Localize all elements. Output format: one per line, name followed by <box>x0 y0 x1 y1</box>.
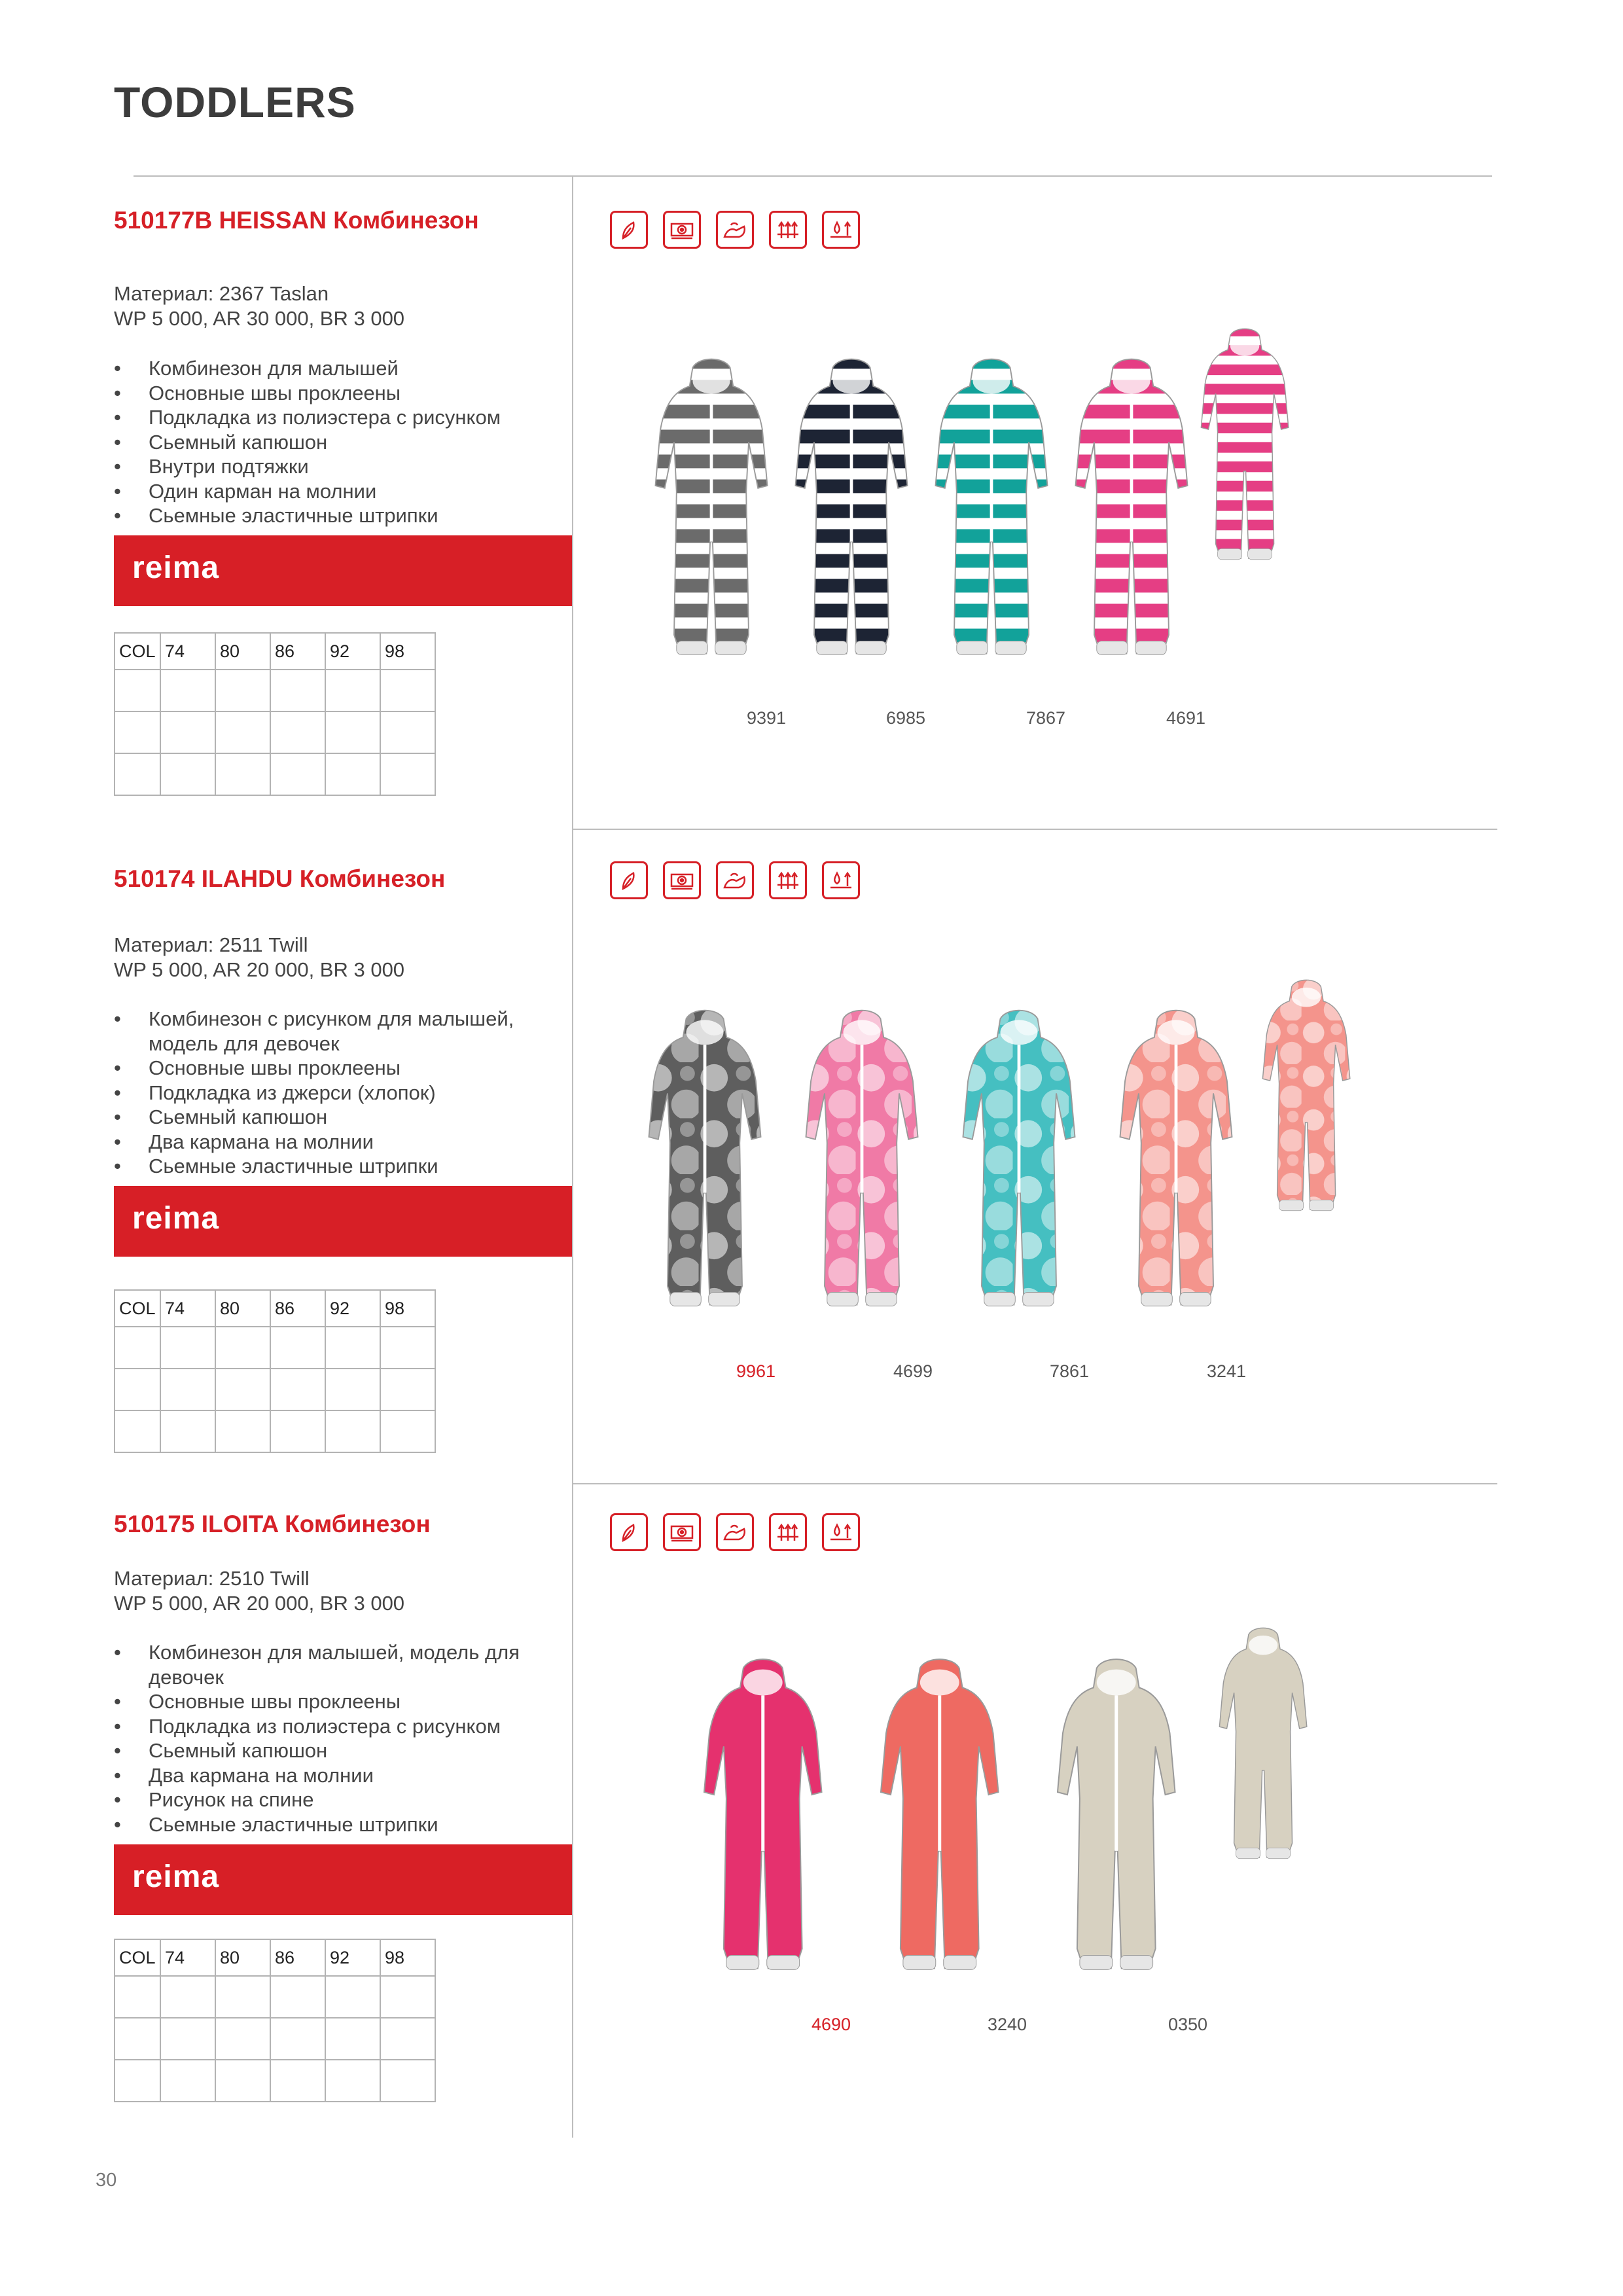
reima-logo: reima <box>132 1201 220 1236</box>
feature-item: • Два кармана на молнии <box>114 1130 572 1155</box>
size-cell[interactable] <box>380 1369 435 1410</box>
waterproof-icon <box>822 861 860 899</box>
breathable-icon <box>769 1513 807 1551</box>
size-cell[interactable] <box>215 670 270 711</box>
section-divider <box>572 1483 1497 1484</box>
jumpsuit-illustration <box>698 1640 829 2000</box>
size-cell[interactable] <box>115 2018 160 2060</box>
size-cell[interactable] <box>325 1976 380 2018</box>
brand-bar <box>114 1186 572 1257</box>
size-cell[interactable] <box>160 1976 215 2018</box>
size-cell[interactable] <box>115 753 160 795</box>
size-header: 98 <box>380 633 435 670</box>
color-code: 7861 <box>1050 1361 1090 1381</box>
feature-item: • Два кармана на молнии <box>114 1763 572 1788</box>
feature-item: • Основные швы проклеены <box>114 1056 572 1081</box>
size-cell[interactable] <box>215 1369 270 1410</box>
jumpsuit-illustration <box>1051 1640 1182 2000</box>
size-cell[interactable] <box>160 1369 215 1410</box>
size-cell[interactable] <box>325 1327 380 1369</box>
jumpsuit-illustration <box>874 1640 1005 2000</box>
size-table <box>114 1289 436 1453</box>
size-header: 92 <box>325 633 380 670</box>
size-cell[interactable] <box>325 2060 380 2102</box>
color-code: 6985 <box>886 708 926 728</box>
jumpsuit-illustration <box>649 340 774 684</box>
product-title: 510175 ILOITA Комбинезон <box>114 1511 431 1537</box>
size-cell[interactable] <box>270 753 325 795</box>
size-cell[interactable] <box>115 1976 160 2018</box>
size-cell[interactable] <box>270 711 325 753</box>
column-divider <box>572 175 573 2138</box>
care-icons <box>610 211 860 249</box>
size-cell[interactable] <box>270 1976 325 2018</box>
brand-bar <box>114 1844 572 1915</box>
size-cell[interactable] <box>325 670 380 711</box>
size-cell[interactable] <box>325 753 380 795</box>
page-number: 30 <box>96 2170 117 2191</box>
color-code: 3241 <box>1207 1361 1247 1381</box>
size-cell[interactable] <box>115 711 160 753</box>
care-icons <box>610 1513 860 1551</box>
feature-item: • Комбинезон с рисунком для малышей, модель для девочек <box>114 1007 572 1056</box>
size-cell[interactable] <box>215 2060 270 2102</box>
size-cell[interactable] <box>215 711 270 753</box>
header-divider <box>134 175 1492 177</box>
size-cell[interactable] <box>380 2018 435 2060</box>
size-header: 86 <box>270 633 325 670</box>
size-cell[interactable] <box>115 1410 160 1452</box>
jumpsuit-illustration <box>929 340 1054 684</box>
size-cell[interactable] <box>380 2060 435 2102</box>
size-table <box>114 632 436 796</box>
breathable-icon <box>769 211 807 249</box>
size-cell[interactable] <box>215 1327 270 1369</box>
size-header: 86 <box>270 1939 325 1976</box>
product-specs: WP 5 000, AR 30 000, BR 3 000 <box>114 307 405 330</box>
washing-machine-icon <box>663 1513 701 1551</box>
size-header: 74 <box>160 633 215 670</box>
washing-machine-icon <box>663 211 701 249</box>
size-cell[interactable] <box>325 711 380 753</box>
feature-item: • Сьемные эластичные штрипки <box>114 503 501 528</box>
size-cell[interactable] <box>270 1327 325 1369</box>
feature-item: • Один карман на молнии <box>114 479 501 504</box>
size-cell[interactable] <box>215 2018 270 2060</box>
size-cell[interactable] <box>160 2060 215 2102</box>
color-code: 4690 <box>812 2015 851 2034</box>
feature-item: • Сьемный капюшон <box>114 1105 572 1130</box>
size-cell[interactable] <box>380 670 435 711</box>
color-code: 0350 <box>1168 2015 1208 2034</box>
leaf-icon <box>610 1513 648 1551</box>
size-header: 86 <box>270 1290 325 1327</box>
feature-list <box>114 356 501 528</box>
feature-item: • Сьемный капюшон <box>114 430 501 455</box>
size-header-col: COL <box>115 1939 160 1976</box>
feature-list <box>114 1640 572 1837</box>
size-header: 98 <box>380 1290 435 1327</box>
washing-machine-icon <box>663 861 701 899</box>
size-header: 98 <box>380 1939 435 1976</box>
size-header-col: COL <box>115 633 160 670</box>
feature-item: • Подкладка из джерси (хлопок) <box>114 1081 572 1105</box>
size-cell[interactable] <box>160 2018 215 2060</box>
size-table <box>114 1939 436 2102</box>
feature-item: • Внутри подтяжки <box>114 454 501 479</box>
feature-item: • Рисунок на спине <box>114 1787 572 1812</box>
waterproof-icon <box>822 1513 860 1551</box>
product-title: 510177B HEISSAN Комбинезон <box>114 207 479 234</box>
product-specs: WP 5 000, AR 20 000, BR 3 000 <box>114 1592 405 1615</box>
size-cell[interactable] <box>160 711 215 753</box>
size-cell[interactable] <box>325 2018 380 2060</box>
size-header: 74 <box>160 1939 215 1976</box>
size-cell[interactable] <box>115 1327 160 1369</box>
jumpsuit-illustration <box>800 992 924 1335</box>
feature-item: • Подкладка из полиэстера с рисунком <box>114 405 501 430</box>
hand-wash-icon <box>716 861 754 899</box>
size-cell[interactable] <box>270 1410 325 1452</box>
feature-item: • Сьемные эластичные штрипки <box>114 1154 572 1179</box>
product-material: Материал: 2367 Taslan <box>114 282 329 305</box>
reima-logo: reima <box>132 550 220 585</box>
size-cell[interactable] <box>325 1369 380 1410</box>
color-code: 7867 <box>1026 708 1066 728</box>
leaf-icon <box>610 211 648 249</box>
jumpsuit-illustration <box>1114 992 1238 1335</box>
feature-item: • Сьемный капюшон <box>114 1738 572 1763</box>
leaf-icon <box>610 861 648 899</box>
jumpsuit-illustration <box>643 992 767 1335</box>
size-cell[interactable] <box>380 711 435 753</box>
size-cell[interactable] <box>270 1369 325 1410</box>
feature-list <box>114 1007 572 1179</box>
feature-item: • Основные швы проклеены <box>114 1689 572 1714</box>
jumpsuit-back-view <box>1258 965 1355 1234</box>
size-header: 80 <box>215 1939 270 1976</box>
feature-item: • Подкладка из полиэстера с рисунком <box>114 1714 572 1739</box>
size-cell[interactable] <box>380 1410 435 1452</box>
care-icons <box>610 861 860 899</box>
color-code: 4691 <box>1166 708 1206 728</box>
size-cell[interactable] <box>160 753 215 795</box>
brand-bar <box>114 535 572 606</box>
size-header: 80 <box>215 633 270 670</box>
size-header: 92 <box>325 1290 380 1327</box>
size-cell[interactable] <box>115 2060 160 2102</box>
size-header-col: COL <box>115 1290 160 1327</box>
product-material: Материал: 2511 Twill <box>114 933 308 956</box>
size-cell[interactable] <box>270 2018 325 2060</box>
waterproof-icon <box>822 211 860 249</box>
page-title: TODDLERS <box>114 78 356 126</box>
feature-item: • Основные швы проклеены <box>114 381 501 406</box>
feature-item: • Комбинезон для малышей <box>114 356 501 381</box>
size-cell[interactable] <box>380 753 435 795</box>
jumpsuit-illustration <box>957 992 1081 1335</box>
size-cell[interactable] <box>115 670 160 711</box>
size-cell[interactable] <box>160 1410 215 1452</box>
size-cell[interactable] <box>380 1327 435 1369</box>
product-material: Материал: 2510 Twill <box>114 1567 310 1590</box>
size-cell[interactable] <box>270 2060 325 2102</box>
color-code: 9391 <box>747 708 787 728</box>
reima-logo: reima <box>132 1859 220 1894</box>
color-code: 4699 <box>893 1361 933 1381</box>
color-code: 9961 <box>736 1361 776 1381</box>
size-cell[interactable] <box>380 1976 435 2018</box>
jumpsuit-back-view <box>1196 314 1293 583</box>
jumpsuit-illustration <box>789 340 914 684</box>
breathable-icon <box>769 861 807 899</box>
hand-wash-icon <box>716 1513 754 1551</box>
color-code: 3240 <box>988 2015 1027 2034</box>
product-specs: WP 5 000, AR 20 000, BR 3 000 <box>114 958 405 981</box>
hand-wash-icon <box>716 211 754 249</box>
section-divider <box>572 829 1497 830</box>
size-cell[interactable] <box>215 1976 270 2018</box>
size-cell[interactable] <box>270 670 325 711</box>
feature-item: • Комбинезон для малышей, модель для девочек <box>114 1640 572 1689</box>
size-cell[interactable] <box>325 1410 380 1452</box>
size-header: 74 <box>160 1290 215 1327</box>
size-header: 92 <box>325 1939 380 1976</box>
size-cell[interactable] <box>115 1369 160 1410</box>
size-header: 80 <box>215 1290 270 1327</box>
jumpsuit-illustration <box>1069 340 1194 684</box>
jumpsuit-back-view <box>1215 1613 1311 1882</box>
feature-item: • Сьемные эластичные штрипки <box>114 1812 572 1837</box>
size-cell[interactable] <box>160 1327 215 1369</box>
size-cell[interactable] <box>160 670 215 711</box>
size-cell[interactable] <box>215 753 270 795</box>
product-title: 510174 ILAHDU Комбинезон <box>114 865 446 892</box>
size-cell[interactable] <box>215 1410 270 1452</box>
